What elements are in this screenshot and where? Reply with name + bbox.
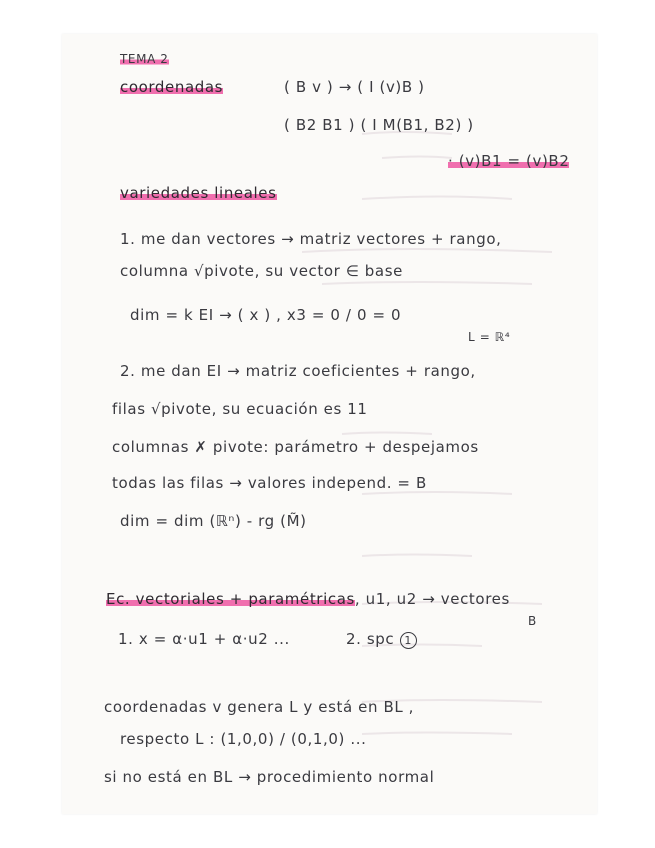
notebook-page	[62, 34, 597, 814]
topic-title-text: TEMA 2	[120, 52, 169, 66]
coordenadas-row-3	[448, 152, 569, 170]
page-show-through	[62, 34, 597, 814]
ec-item-1: 1. x = α·u1 + α·u2 ...	[118, 630, 290, 648]
variedades-p1-line-3: dim = k EI → ( x ) , x3 = 0 / 0 = 0	[130, 306, 402, 324]
ec-heading-text: Ec. vectoriales + paramétricas	[106, 590, 355, 608]
variedades-p2-line-1: 2. me dan EI → matriz coeficientes + rango,	[120, 362, 476, 380]
ec-tail-b: B	[528, 614, 537, 628]
coordenadas2-line-1: coordenadas v genera L y está en BL ,	[104, 698, 415, 716]
variedades-p2-line-5: dim = dim (ℝⁿ) - rg (M̃)	[120, 512, 307, 530]
variedades-p1-line-4: L = ℝ⁴	[468, 330, 511, 344]
coordenadas-row-3-text: · (v)B1 = (v)B2	[448, 152, 570, 170]
variedades-heading-text: variedades lineales	[120, 184, 277, 202]
variedades-heading	[120, 184, 277, 202]
ec-item-2	[346, 630, 417, 649]
variedades-p2-line-2: filas √pivote, su ecuación es 11	[112, 400, 368, 418]
coordenadas2-line-2: respecto L : (1,0,0) / (0,1,0) ...	[120, 730, 367, 748]
ec-heading-tail: , u1, u2 → vectores	[354, 590, 510, 608]
variedades-p1-line-2: columna √pivote, su vector ∈ base	[120, 262, 403, 280]
ec-item-2-text: 2. spc	[346, 630, 395, 648]
coordenadas-heading	[120, 78, 223, 96]
topic-title	[120, 52, 169, 66]
variedades-p1-line-1: 1. me dan vectores → matriz vectores + rango,	[120, 230, 502, 248]
ec-heading	[106, 590, 510, 608]
coordenadas-row-2: ( B2 B1 ) ( I M(B1, B2) )	[284, 116, 474, 134]
variedades-p2-line-4: todas las filas → valores independ. = B	[112, 474, 427, 492]
circled-number: 1	[400, 632, 417, 649]
variedades-p2-line-3: columnas ✗ pivote: parámetro + despejamos	[112, 438, 479, 456]
coordenadas2-line-3: si no está en BL → procedimiento normal	[104, 768, 435, 786]
coordenadas-heading-text: coordenadas	[120, 78, 224, 96]
coordenadas-row-1: ( B v ) → ( I (v)B )	[284, 78, 425, 96]
